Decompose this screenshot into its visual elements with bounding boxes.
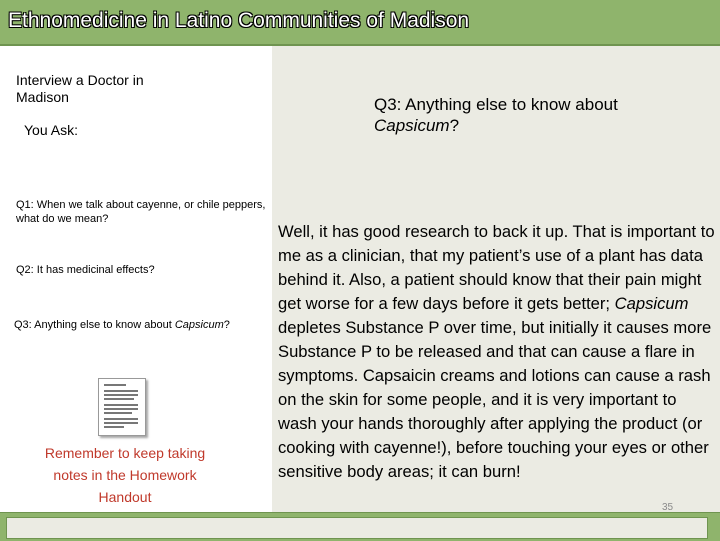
answer-part-1: Well, it has good research to back it up. That is important to me as a clinician, that my patient’s use of a plant has data behind it. Also, a patient should know that their pain might get worse for a few days before it gets better;: [278, 222, 715, 313]
answer-text: [278, 220, 716, 484]
answer-question-italic: Capsicum: [374, 116, 450, 135]
title-bar: [0, 0, 720, 46]
answer-question: [374, 94, 634, 136]
answer-part-2: depletes Substance P over time, but initially it causes more Substance P to be released and that can cause a flare in symptoms. Capsaicin creams and lotions can cause a rash on the skin for some people, and it is very important to wash your hands thoroughly after applying the product (or cooking with cayenne!), before touching your eyes or other sensitive body areas; it can burn!: [278, 318, 712, 481]
footer-bar: [0, 512, 720, 541]
answer-question-text: Q3: Anything else to know about: [374, 95, 618, 114]
question-2: Q2: It has medicinal effects?: [16, 264, 155, 276]
answer-question-suffix: ?: [449, 116, 460, 135]
interview-heading: Interview a Doctor in Madison: [16, 72, 144, 105]
question-3: [14, 318, 230, 332]
document-icon: [98, 378, 146, 436]
question-3-italic: Capsicum: [174, 319, 224, 331]
answer-italic: Capsicum: [614, 294, 689, 313]
footer-inner: [6, 517, 708, 539]
you-ask-label: You Ask:: [24, 122, 78, 138]
page-number: 35: [662, 502, 674, 513]
reminder-note: Remember to keep taking notes in the Homework Handout: [44, 445, 206, 505]
question-3-suffix: ?: [223, 319, 230, 331]
question-1: Q1: When we talk about cayenne, or chile peppers, what do we mean?: [16, 199, 266, 225]
question-3-text: Q3: Anything else to know about: [14, 319, 175, 331]
slide-title: Ethnomedicine in Latino Communities of Madison: [8, 9, 470, 32]
